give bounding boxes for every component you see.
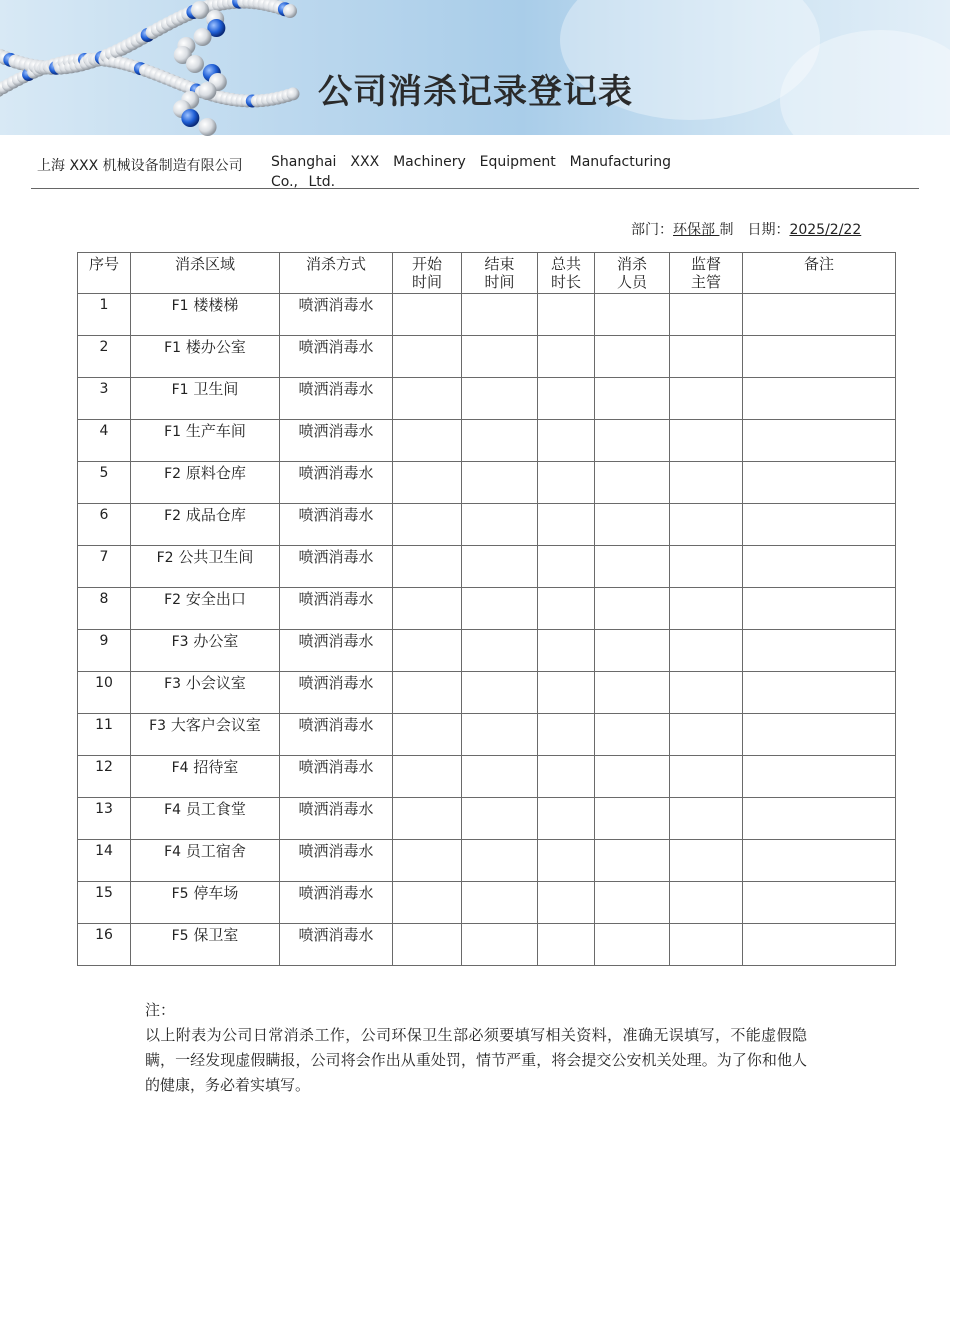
start-time-cell[interactable] (393, 588, 462, 630)
area-name: 办公室 (193, 632, 239, 650)
floor-code: F4 (164, 844, 182, 860)
start-time-cell[interactable] (393, 462, 462, 504)
supervisor-cell[interactable] (670, 756, 743, 798)
area-name: 员工食堂 (185, 800, 246, 818)
floor-code: F2 (156, 550, 174, 566)
column-header-label: 主管 (690, 273, 721, 291)
end-time-cell[interactable] (462, 462, 538, 504)
remark-cell[interactable] (743, 798, 896, 840)
staff-cell[interactable] (595, 420, 670, 462)
floor-code: F1 (171, 382, 189, 398)
duration-cell[interactable] (538, 462, 595, 504)
floor-code: F2 (164, 592, 182, 608)
area-cell (131, 840, 280, 882)
column-header-label: 消杀区域 (174, 255, 235, 273)
department-value: 环保部 (673, 222, 720, 238)
duration-cell[interactable] (538, 546, 595, 588)
helix-bead (191, 1, 209, 19)
method-cell: 喷洒消毒水 (280, 882, 393, 924)
helix-bead (199, 118, 217, 136)
staff-cell[interactable] (595, 294, 670, 336)
area-cell (131, 378, 280, 420)
note-label: 注： (145, 1001, 176, 1019)
dna-helix-image (0, 0, 300, 135)
row-number: 12 (78, 756, 131, 798)
area-cell (131, 756, 280, 798)
method-cell: 喷洒消毒水 (280, 336, 393, 378)
row-number: 8 (78, 588, 131, 630)
area-name: 楼办公室 (185, 338, 246, 356)
remark-cell[interactable] (743, 420, 896, 462)
table-body (78, 294, 896, 966)
table-row (78, 756, 896, 798)
method-cell: 喷洒消毒水 (280, 462, 393, 504)
area-name: 招待室 (193, 758, 239, 776)
area-cell (131, 714, 280, 756)
row-number: 13 (78, 798, 131, 840)
area-name: 小会议室 (185, 674, 246, 692)
end-time-cell[interactable] (462, 840, 538, 882)
method-cell: 喷洒消毒水 (280, 672, 393, 714)
end-time-cell[interactable] (462, 504, 538, 546)
staff-cell[interactable] (595, 756, 670, 798)
row-number: 2 (78, 336, 131, 378)
staff-cell[interactable] (595, 378, 670, 420)
remark-cell[interactable] (743, 672, 896, 714)
table-row (78, 672, 896, 714)
column-header (595, 253, 670, 294)
helix-bead (186, 55, 204, 73)
table-row (78, 840, 896, 882)
supervisor-cell[interactable] (670, 714, 743, 756)
date-label: 日期： (747, 222, 790, 238)
end-time-cell[interactable] (462, 672, 538, 714)
area-name: 大客户会议室 (170, 716, 261, 734)
method-cell: 喷洒消毒水 (280, 588, 393, 630)
duration-cell[interactable] (538, 714, 595, 756)
end-time-cell[interactable] (462, 714, 538, 756)
remark-cell[interactable] (743, 462, 896, 504)
table-row (78, 588, 896, 630)
start-time-cell[interactable] (393, 630, 462, 672)
table-row (78, 420, 896, 462)
helix-bead (283, 4, 297, 18)
company-name-en: Shanghai XXX Machinery Equipment Manufacturing Co., Ltd. (271, 154, 671, 190)
area-cell (131, 336, 280, 378)
staff-cell[interactable] (595, 840, 670, 882)
department-label: 部门： (631, 222, 673, 238)
banner-glow (780, 30, 980, 170)
duration-cell[interactable] (538, 924, 595, 966)
start-time-cell[interactable] (393, 882, 462, 924)
form-meta (631, 219, 861, 239)
staff-cell[interactable] (595, 924, 670, 966)
area-cell (131, 420, 280, 462)
table-row (78, 462, 896, 504)
row-number: 16 (78, 924, 131, 966)
column-header-label: 时间 (484, 273, 515, 291)
table-row (78, 336, 896, 378)
end-time-cell[interactable] (462, 546, 538, 588)
table-row (78, 798, 896, 840)
row-number: 3 (78, 378, 131, 420)
header-divider (31, 188, 919, 189)
row-number: 4 (78, 420, 131, 462)
remark-cell[interactable] (743, 378, 896, 420)
disinfection-log-table (77, 252, 896, 966)
area-cell (131, 924, 280, 966)
staff-cell[interactable] (595, 882, 670, 924)
supervisor-cell[interactable] (670, 588, 743, 630)
start-time-cell[interactable] (393, 756, 462, 798)
row-number: 11 (78, 714, 131, 756)
staff-cell[interactable] (595, 546, 670, 588)
duration-cell[interactable] (538, 420, 595, 462)
staff-cell[interactable] (595, 672, 670, 714)
supervisor-cell[interactable] (670, 336, 743, 378)
end-time-cell[interactable] (462, 378, 538, 420)
supervisor-cell[interactable] (670, 462, 743, 504)
note-section (145, 998, 807, 1098)
column-header-label: 监督 (690, 255, 721, 273)
area-cell (131, 630, 280, 672)
floor-code: F3 (171, 634, 189, 650)
helix-bead (287, 87, 300, 100)
column-header (280, 253, 393, 294)
staff-cell[interactable] (595, 588, 670, 630)
row-number: 5 (78, 462, 131, 504)
staff-cell[interactable] (595, 504, 670, 546)
remark-cell[interactable] (743, 504, 896, 546)
column-header-label: 时长 (550, 273, 581, 291)
start-time-cell[interactable] (393, 336, 462, 378)
column-header (462, 253, 538, 294)
table-row (78, 546, 896, 588)
remark-cell[interactable] (743, 882, 896, 924)
company-name-cn: 上海 XXX 机械设备制造有限公司 (37, 158, 243, 174)
end-time-cell[interactable] (462, 420, 538, 462)
duration-cell[interactable] (538, 378, 595, 420)
area-cell (131, 462, 280, 504)
area-name: 卫生间 (193, 380, 239, 398)
row-number: 10 (78, 672, 131, 714)
end-time-cell[interactable] (462, 588, 538, 630)
method-cell: 喷洒消毒水 (280, 504, 393, 546)
helix-bead (198, 82, 216, 100)
table-row (78, 714, 896, 756)
duration-cell[interactable] (538, 588, 595, 630)
area-name: 成品仓库 (185, 506, 246, 524)
supervisor-cell[interactable] (670, 504, 743, 546)
method-cell: 喷洒消毒水 (280, 756, 393, 798)
floor-code: F4 (164, 802, 182, 818)
column-header (131, 253, 280, 294)
method-cell: 喷洒消毒水 (280, 840, 393, 882)
table-header-row (78, 253, 896, 294)
supervisor-cell[interactable] (670, 294, 743, 336)
column-header (393, 253, 462, 294)
column-header-label: 序号 (88, 255, 119, 273)
area-name: 停车场 (193, 884, 239, 902)
area-name: 安全出口 (185, 590, 246, 608)
row-number: 9 (78, 630, 131, 672)
floor-code: F1 (164, 340, 182, 356)
column-header-label: 消杀 (616, 255, 647, 273)
area-cell (131, 588, 280, 630)
start-time-cell[interactable] (393, 714, 462, 756)
start-time-cell[interactable] (393, 378, 462, 420)
table-row (78, 924, 896, 966)
start-time-cell[interactable] (393, 798, 462, 840)
area-name: 员工宿舍 (185, 842, 246, 860)
column-header-label: 备注 (803, 255, 834, 273)
row-number: 6 (78, 504, 131, 546)
column-header-label: 消杀方式 (305, 255, 366, 273)
end-time-cell[interactable] (462, 882, 538, 924)
row-number: 1 (78, 294, 131, 336)
area-name: 保卫室 (193, 926, 239, 944)
date-value: 2025/2/22 (789, 222, 862, 238)
staff-cell[interactable] (595, 714, 670, 756)
row-number: 14 (78, 840, 131, 882)
helix-bead (194, 28, 212, 46)
table-row (78, 378, 896, 420)
supervisor-cell[interactable] (670, 924, 743, 966)
method-cell: 喷洒消毒水 (280, 420, 393, 462)
method-cell: 喷洒消毒水 (280, 924, 393, 966)
staff-cell[interactable] (595, 462, 670, 504)
remark-cell[interactable] (743, 714, 896, 756)
floor-code: F2 (164, 508, 182, 524)
duration-cell[interactable] (538, 336, 595, 378)
supervisor-cell[interactable] (670, 798, 743, 840)
remark-cell[interactable] (743, 336, 896, 378)
table-row (78, 882, 896, 924)
column-header-label: 结束 (484, 255, 515, 273)
floor-code: F5 (171, 928, 189, 944)
supervisor-cell[interactable] (670, 882, 743, 924)
area-name: 原料仓库 (185, 464, 246, 482)
duration-cell[interactable] (538, 798, 595, 840)
floor-code: F2 (164, 466, 182, 482)
start-time-cell[interactable] (393, 294, 462, 336)
end-time-cell[interactable] (462, 294, 538, 336)
end-time-cell[interactable] (462, 630, 538, 672)
duration-cell[interactable] (538, 756, 595, 798)
supervisor-cell[interactable] (670, 840, 743, 882)
end-time-cell[interactable] (462, 798, 538, 840)
staff-cell[interactable] (595, 630, 670, 672)
start-time-cell[interactable] (393, 672, 462, 714)
duration-cell[interactable] (538, 294, 595, 336)
column-header (743, 253, 896, 294)
area-name: 公共卫生间 (178, 548, 254, 566)
method-cell: 喷洒消毒水 (280, 714, 393, 756)
supervisor-cell[interactable] (670, 672, 743, 714)
remark-cell[interactable] (743, 630, 896, 672)
column-header-label: 开始 (411, 255, 442, 273)
table-row (78, 504, 896, 546)
column-header-label: 时间 (411, 273, 442, 291)
column-header (78, 253, 131, 294)
row-number: 15 (78, 882, 131, 924)
start-time-cell[interactable] (393, 840, 462, 882)
method-cell: 喷洒消毒水 (280, 798, 393, 840)
remark-cell[interactable] (743, 924, 896, 966)
end-time-cell[interactable] (462, 924, 538, 966)
start-time-cell[interactable] (393, 546, 462, 588)
floor-code: F3 (149, 718, 167, 734)
start-time-cell[interactable] (393, 924, 462, 966)
area-cell (131, 798, 280, 840)
area-cell (131, 294, 280, 336)
method-cell: 喷洒消毒水 (280, 294, 393, 336)
floor-code: F1 (164, 424, 182, 440)
method-cell: 喷洒消毒水 (280, 630, 393, 672)
duration-cell[interactable] (538, 882, 595, 924)
staff-cell[interactable] (595, 798, 670, 840)
area-cell (131, 546, 280, 588)
staff-cell[interactable] (595, 336, 670, 378)
area-cell (131, 504, 280, 546)
row-number: 7 (78, 546, 131, 588)
floor-code: F3 (164, 676, 182, 692)
end-time-cell[interactable] (462, 336, 538, 378)
area-cell (131, 672, 280, 714)
floor-code: F1 (171, 298, 189, 314)
column-header (538, 253, 595, 294)
area-name: 生产车间 (185, 422, 246, 440)
remark-cell[interactable] (743, 840, 896, 882)
note-text: 以上附表为公司日常消杀工作，公司环保卫生部必须要填写相关资料，准确无误填写，不能虚假隐瞒，一经发现虚假瞒报，公司将会作出从重处罚，情节严重，将会提交公安机关处理。为了你和他人的健康，务必着实填写。 (145, 1026, 807, 1094)
helix-bead (181, 109, 199, 127)
header-banner (0, 0, 950, 135)
supervisor-cell[interactable] (670, 378, 743, 420)
duration-cell[interactable] (538, 840, 595, 882)
method-cell: 喷洒消毒水 (280, 546, 393, 588)
floor-code: F4 (171, 760, 189, 776)
page-title: 公司消杀记录登记表 (318, 72, 633, 112)
supervisor-cell[interactable] (670, 630, 743, 672)
floor-code: F5 (171, 886, 189, 902)
table-row (78, 630, 896, 672)
duration-cell[interactable] (538, 504, 595, 546)
duration-cell[interactable] (538, 630, 595, 672)
start-time-cell[interactable] (393, 420, 462, 462)
duration-cell[interactable] (538, 672, 595, 714)
start-time-cell[interactable] (393, 504, 462, 546)
end-time-cell[interactable] (462, 756, 538, 798)
remark-cell[interactable] (743, 588, 896, 630)
column-header-label: 人员 (616, 273, 647, 291)
supervisor-cell[interactable] (670, 420, 743, 462)
made-label: 制 (719, 222, 734, 238)
supervisor-cell[interactable] (670, 546, 743, 588)
table-row (78, 294, 896, 336)
column-header-label: 总共 (550, 255, 581, 273)
remark-cell[interactable] (743, 756, 896, 798)
column-header (670, 253, 743, 294)
method-cell: 喷洒消毒水 (280, 378, 393, 420)
area-cell (131, 882, 280, 924)
remark-cell[interactable] (743, 546, 896, 588)
area-name: 楼楼梯 (193, 296, 239, 314)
remark-cell[interactable] (743, 294, 896, 336)
